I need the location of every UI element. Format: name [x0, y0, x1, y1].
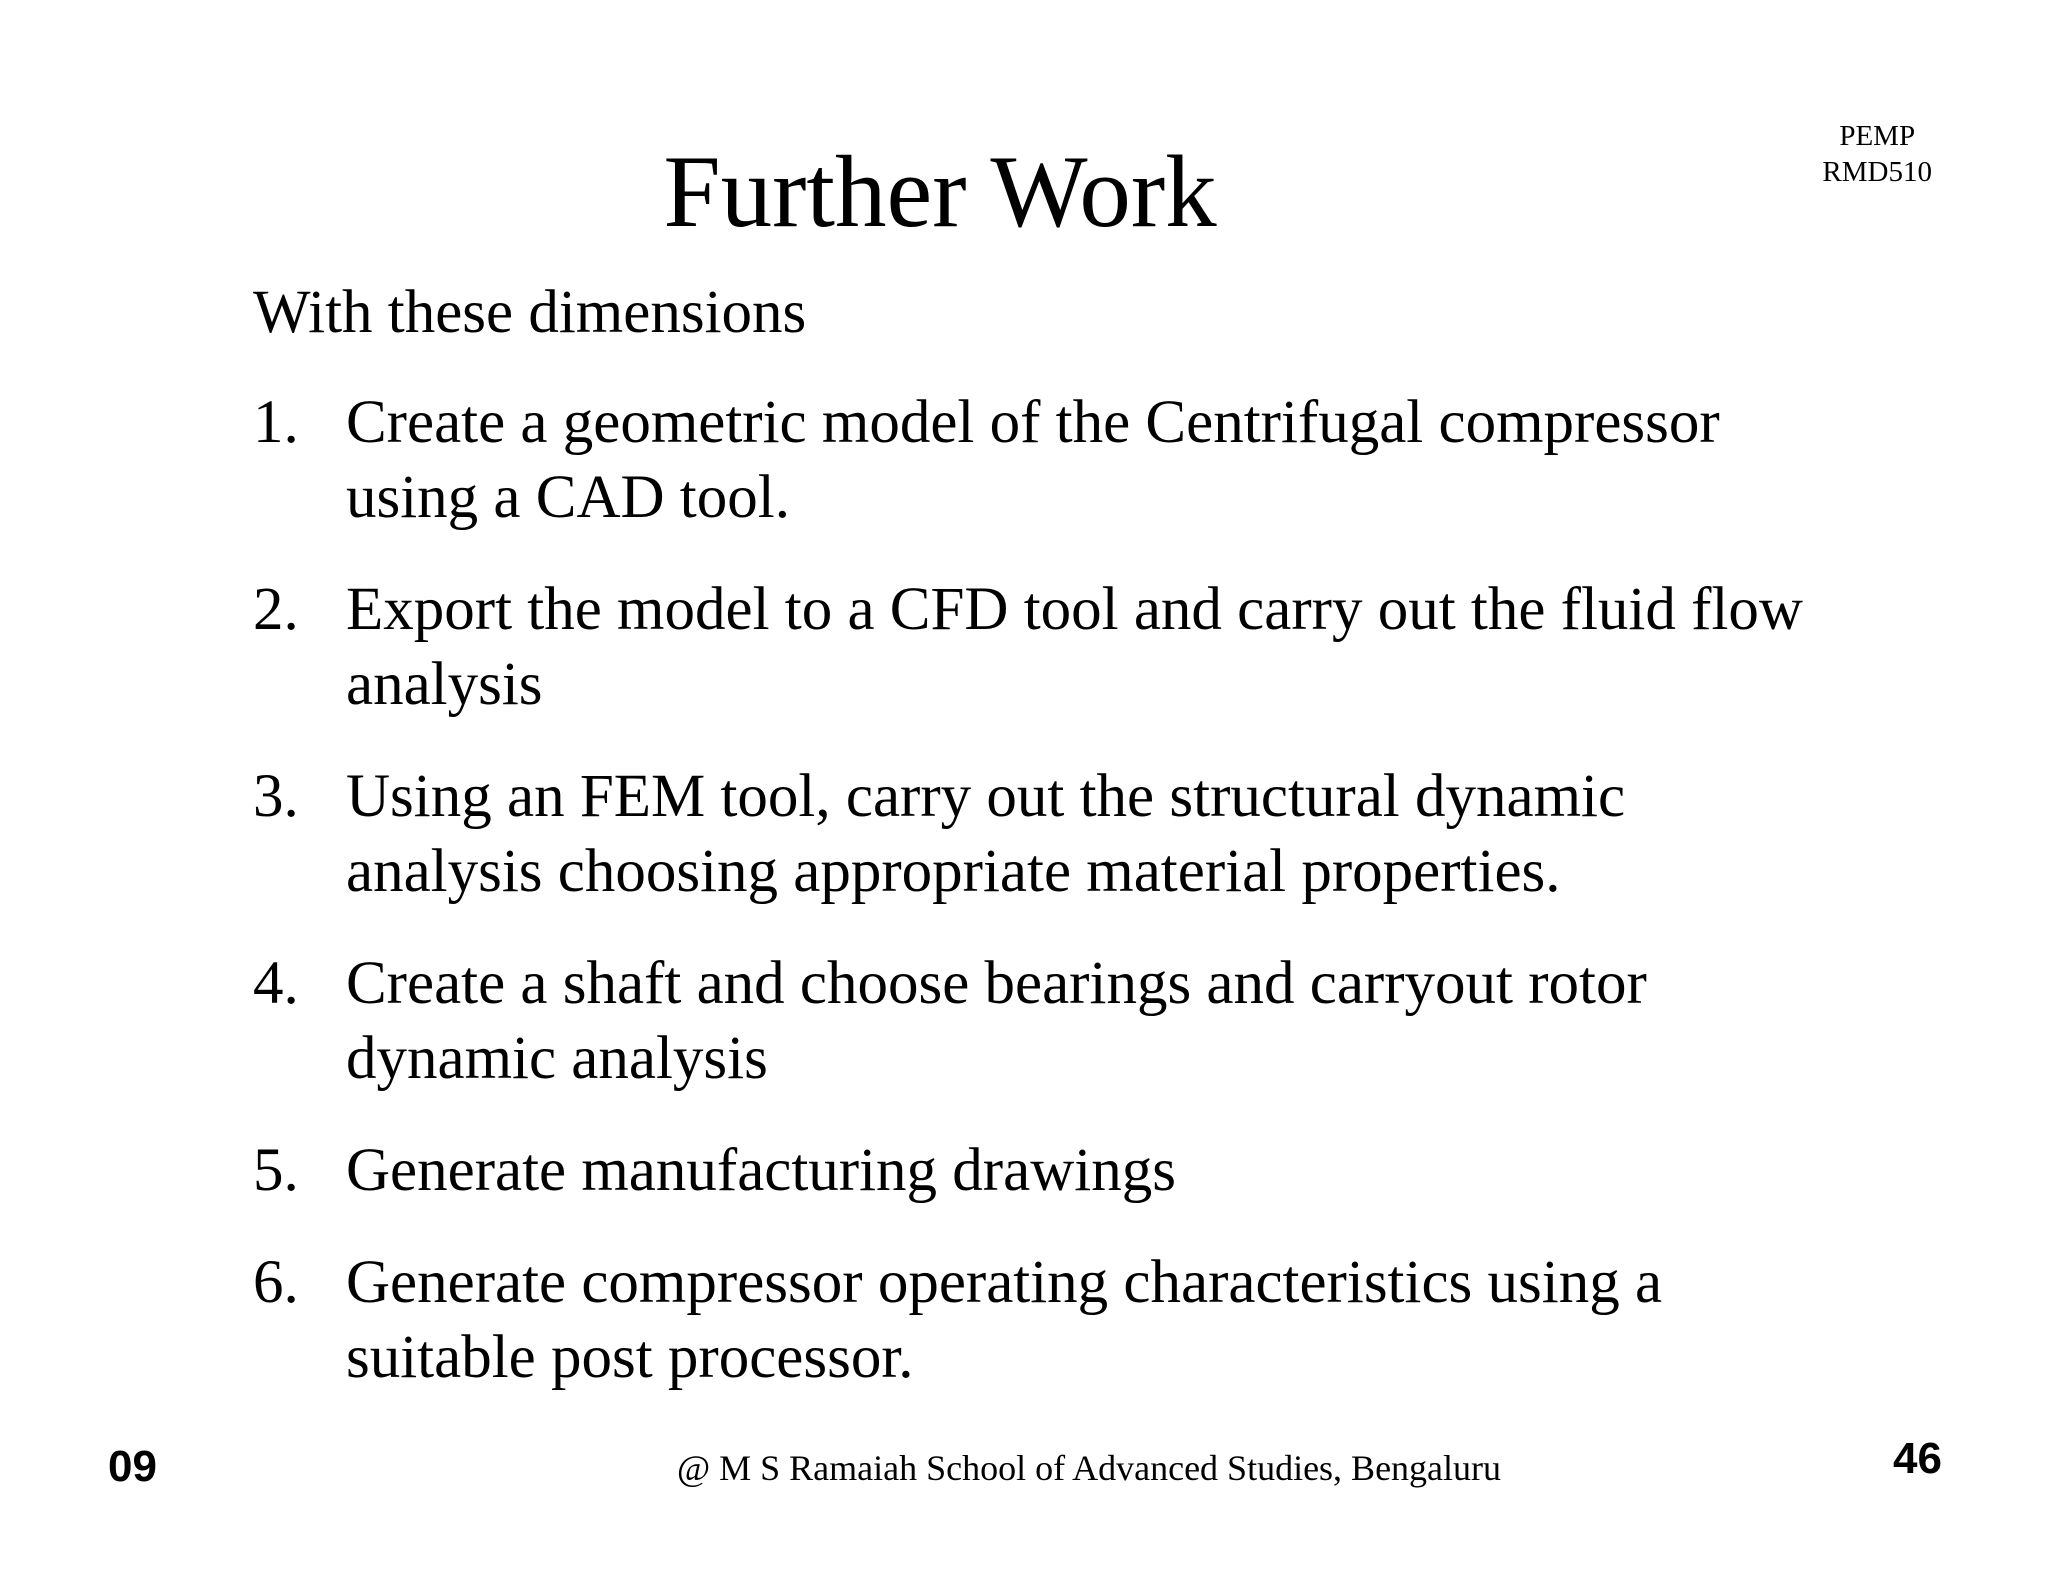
list-item-text: Create a geometric model of the Centrifugal compressor using a CAD tool.: [346, 389, 1720, 531]
program-label: PEMP: [1839, 120, 1916, 152]
list-item-text: Export the model to a CFD tool and carry out the fluid flow analysis: [346, 576, 1803, 718]
list-item-text: Generate manufacturing drawings: [346, 1137, 1176, 1204]
course-label: RMD510: [1822, 156, 1932, 188]
list-item: [253, 572, 1813, 722]
list-item-number: 6.: [253, 1249, 299, 1316]
list-item-number: 1.: [253, 389, 299, 456]
list-item: [253, 946, 1813, 1096]
list-item-number: 5.: [253, 1137, 299, 1204]
slide-title: Further Work: [663, 135, 1217, 249]
list-item-number: 4.: [253, 950, 299, 1017]
list-item-number: 3.: [253, 763, 299, 830]
list-item: [253, 1245, 1813, 1395]
list-item: [253, 759, 1813, 909]
page-number: 46: [1893, 1434, 1942, 1483]
list-item-text: Create a shaft and choose bearings and carryout rotor dynamic analysis: [346, 950, 1647, 1092]
module-number: 09: [108, 1442, 157, 1491]
copyright-text: @ M S Ramaiah School of Advanced Studies, Bengaluru: [676, 1448, 1502, 1488]
intro-text: With these dimensions: [253, 279, 807, 346]
list-item: [253, 1133, 1813, 1208]
task-list: [253, 385, 1813, 1432]
list-item-text: Generate compressor operating characteristics using a suitable post processor.: [346, 1249, 1663, 1391]
list-item: [253, 385, 1813, 535]
list-item-number: 2.: [253, 576, 299, 643]
list-item-text: Using an FEM tool, carry out the structural dynamic analysis choosing appropriate material properties.: [346, 763, 1626, 905]
